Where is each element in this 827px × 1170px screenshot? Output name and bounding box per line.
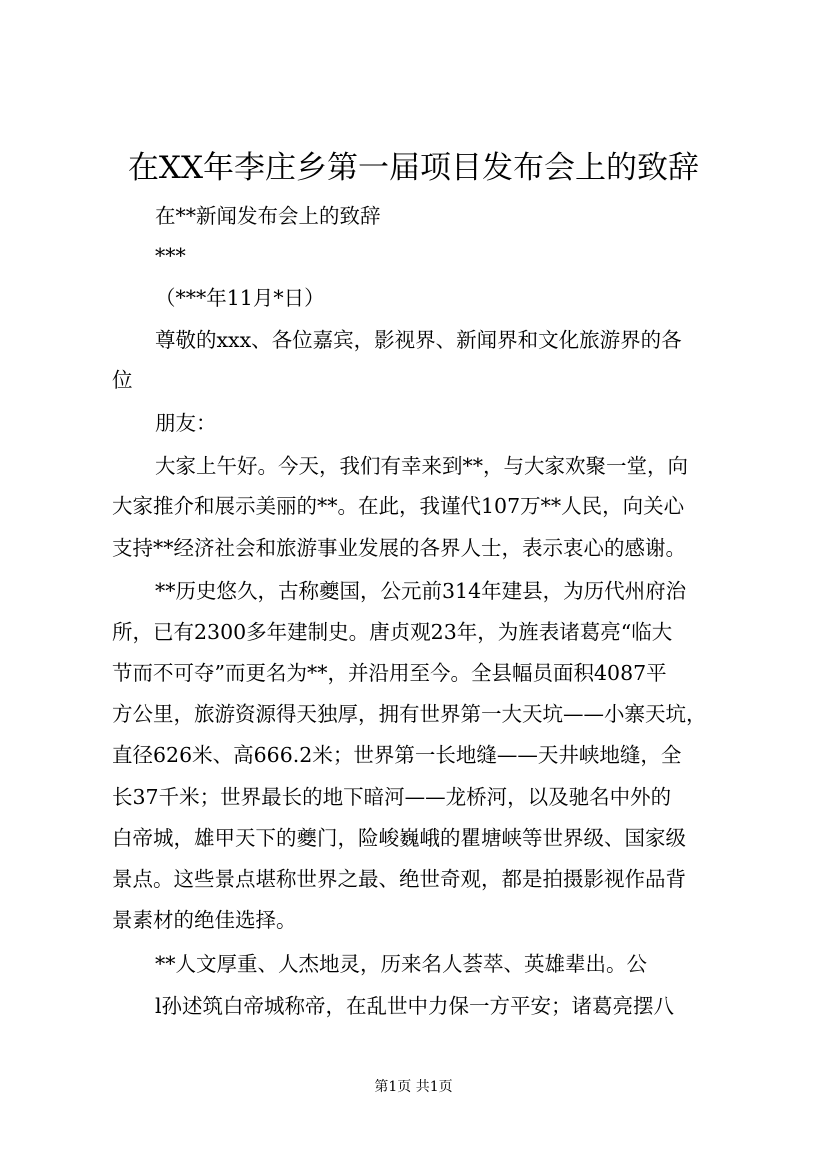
salutation-line-3: 朋友： xyxy=(155,411,217,435)
salutation-line-2: 位 xyxy=(112,368,133,392)
paragraph-line: 白帝城，雄甲天下的夔门，险峻巍峨的瞿塘峡等世界级、国家级 xyxy=(112,826,686,850)
document-title: 在XX年李庄乡第一届项目发布会上的致辞 xyxy=(127,150,700,186)
paragraph-line: 景素材的绝佳选择。 xyxy=(112,908,297,932)
paragraph-line: **历史悠久，古称夔国，公元前314年建县，为历代州府治 xyxy=(155,579,687,603)
paragraph-line: 直径626米、高666.2米；世界第一长地缝——天井峡地缝，全 xyxy=(112,743,682,767)
paragraph-line: 大家推介和展示美丽的**。在此，我谨代107万**人民，向关心 xyxy=(112,494,685,518)
salutation-line-1: 尊敬的xxx、各位嘉宾，影视界、新闻界和文化旅游界的各 xyxy=(155,328,682,352)
author-line: *** xyxy=(155,244,186,268)
paragraph-line: l孙述筑白帝城称帝，在乱世中力保一方平安；诸葛亮摆八 xyxy=(155,994,675,1018)
paragraph-line: 景点。这些景点堪称世界之最、绝世奇观，都是拍摄影视作品背 xyxy=(112,867,686,891)
paragraph-line: **人文厚重、人杰地灵，历来名人荟萃、英雄辈出。公 xyxy=(155,952,647,976)
paragraph-line: 方公里，旅游资源得天独厚，拥有世界第一大天坑——小寨天坑， xyxy=(112,702,707,726)
paragraph-line: 支持**经济社会和旅游事业发展的各界人士，表示衷心的感谢。 xyxy=(112,536,686,560)
paragraph-line: 长37千米；世界最长的地下暗河——龙桥河，以及驰名中外的 xyxy=(112,785,672,809)
paragraph-line: 大家上午好。今天，我们有幸来到**，与大家欢聚一堂，向 xyxy=(155,454,688,478)
subtitle-line: 在**新闻发布会上的致辞 xyxy=(155,204,381,228)
paragraph-line: 节而不可夺”而更名为**，并沿用至今。全县幅员面积4087平 xyxy=(112,661,667,685)
date-line: （***年11月*日） xyxy=(155,286,325,310)
page-footer: 第1页 共1页 xyxy=(374,1079,453,1095)
paragraph-line: 所，已有2300多年建制史。唐贞观23年，为旌表诸葛亮“临大 xyxy=(112,620,673,644)
